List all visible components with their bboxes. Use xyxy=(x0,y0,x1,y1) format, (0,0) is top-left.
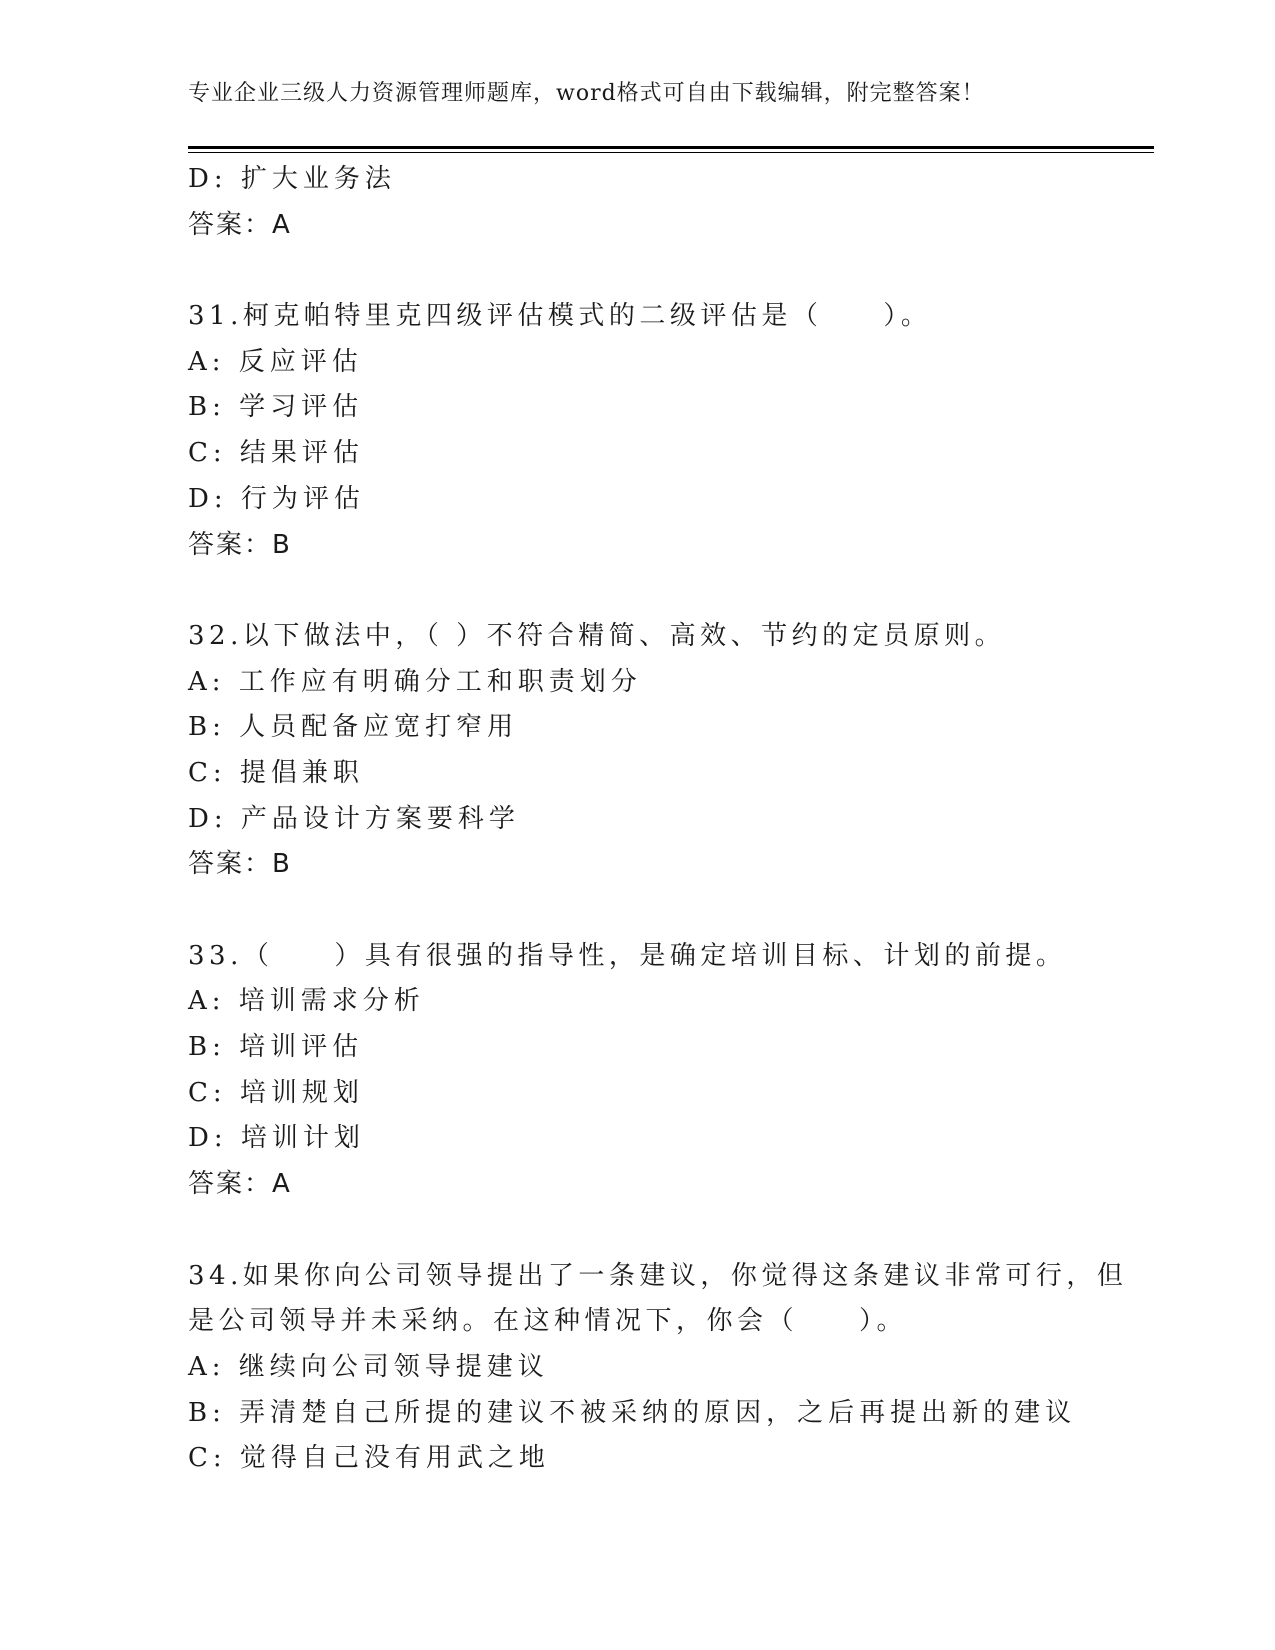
answer-line: 答案：B xyxy=(188,849,292,880)
answer-line: 答案：B xyxy=(188,529,292,560)
option-line: C: 提倡兼职 xyxy=(188,757,364,788)
option-line: A: 反应评估 xyxy=(188,346,363,377)
option-line: B: 弄清楚自己所提的建议不被采纳的原因，之后再提出新的建议 xyxy=(188,1397,1077,1428)
option-line: D: 行为评估 xyxy=(188,483,365,514)
spacer xyxy=(188,248,1154,294)
option-line: C: 觉得自己没有用武之地 xyxy=(188,1443,550,1474)
page-header: 专业企业三级人力资源管理师题库，word格式可自由下载编辑，附完整答案！ xyxy=(188,81,985,106)
question-stem: 34.如果你向公司领导提出了一条建议，你觉得这条建议非常可行，但 xyxy=(188,1260,1128,1291)
spacer xyxy=(188,888,1154,934)
question-block xyxy=(188,614,1154,888)
question-stem-continued: 是公司领导并未采纳。在这种情况下，你会（ ）。 xyxy=(188,1306,908,1337)
question-block xyxy=(188,294,1154,568)
answer-line: 答案：A xyxy=(188,1169,292,1200)
option-line: D: 培训计划 xyxy=(188,1123,365,1154)
question-block xyxy=(188,1254,1154,1482)
option-line: C: 培训规划 xyxy=(188,1077,364,1108)
spacer xyxy=(188,1208,1154,1254)
header-rule-thick xyxy=(188,146,1154,149)
option-line: A: 工作应有明确分工和职责划分 xyxy=(188,666,642,697)
question-stem: 31.柯克帕特里克四级评估模式的二级评估是（ ）。 xyxy=(188,301,932,332)
option-line: C: 结果评估 xyxy=(188,438,364,469)
option-line: B: 人员配备应宽打窄用 xyxy=(188,712,519,743)
option-line: D: 扩大业务法 xyxy=(188,164,396,194)
spacer xyxy=(188,568,1154,614)
answer-line: 答案：A xyxy=(188,209,292,240)
option-line: A: 继续向公司领导提建议 xyxy=(188,1351,549,1382)
option-line: B: 培训评估 xyxy=(188,1032,364,1063)
option-line: A: 培训需求分析 xyxy=(188,986,425,1017)
option-line: B: 学习评估 xyxy=(188,392,364,423)
question-stem: 33.（ ）具有很强的指导性，是确定培训目标、计划的前提。 xyxy=(188,940,1067,971)
question-stem: 32.以下做法中，（ ）不符合精简、高效、节约的定员原则。 xyxy=(188,620,1006,651)
header-rule-thin xyxy=(188,152,1154,153)
question-block xyxy=(188,934,1154,1208)
option-line: D: 产品设计方案要科学 xyxy=(188,803,520,834)
question-list xyxy=(188,157,1154,1482)
